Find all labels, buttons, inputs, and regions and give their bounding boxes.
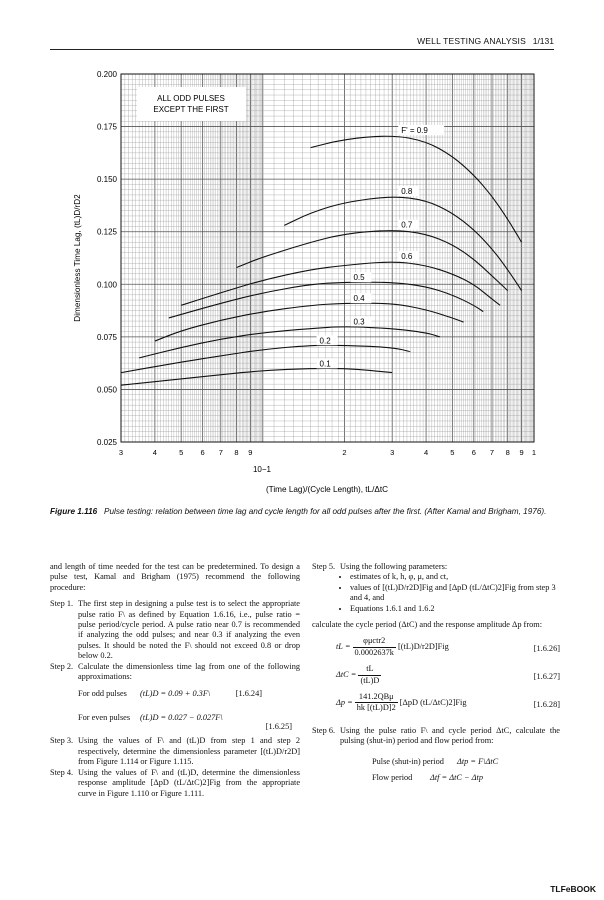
step-6: Step 6. Using the pulse ratio F\ and cycle period ΔtC, calculate the pulsing (shut-in) period and flow period from: xyxy=(312,725,560,746)
bullet-item: • values of [(tL)D/r2D]Fig and [ΔpD (tL/ΔtC)2]Fig from step 3 and 4, and xyxy=(350,583,560,604)
curve-label: 0.2 xyxy=(319,336,331,346)
equation-1-6-28: Δp = $\frac{\text{141.2QBμ}}{hk [(tL)D]2}$ [ΔpD (tL/ΔtC)2]Fig [1.6.28] xyxy=(336,692,560,713)
y-tick-label: 0.100 xyxy=(96,280,117,290)
step-1: Step 1. The first step in designing a pulse test is to select the appropriate pulse ratio F\ as defined by Equation 1.6.16, i.e., pulse ratio = pulse period/cycle period. A pulse ratio near 0.7 is recommended if analyzing the odd pulses; and near 0.3 if analyzing the even pulses. It should be noted the F\ should not exceed 0.8 or drop below 0.2. xyxy=(50,599,300,661)
equation-1-6-25: For even pulses (tL)D = 0.027 − 0.027F\ [1.6.25] xyxy=(78,713,292,732)
x-tick-label: 8 xyxy=(505,448,510,457)
x-tick-label: 8 xyxy=(234,448,239,457)
x-tick-label: 7 xyxy=(489,448,495,457)
curve-label: 0.3 xyxy=(353,317,365,327)
x-decade-label: 10−1 xyxy=(252,465,272,474)
x-tick-label: 9 xyxy=(248,448,253,457)
time-lag-chart xyxy=(0,60,604,500)
curve-label: 0.7 xyxy=(401,220,413,230)
x-tick-label: 4 xyxy=(423,448,429,457)
step-5: Step 5. Using the following parameters: xyxy=(312,562,448,571)
x-tick-label: 3 xyxy=(118,448,124,457)
y-tick-label: 0.150 xyxy=(96,175,117,185)
step-3: Step 3. Using the values of F\ and (tL)D from step 1 and step 2 respectively, determine the dimensionless parameter [(tL)D/r2D] from Figure 1.114 or Figure 1.115. xyxy=(50,736,300,767)
caption-text: Pulse testing: relation between time lag and cycle length for all odd pulses after the first. (After Kamal and Brigham, 1976). xyxy=(104,507,547,516)
page-number: 1/131 xyxy=(532,36,554,46)
header-title: WELL TESTING ANALYSIS xyxy=(417,36,526,46)
y-tick-label: 0.125 xyxy=(96,227,117,237)
y-tick-label: 0.075 xyxy=(96,332,117,342)
x-tick-label: 6 xyxy=(471,448,476,457)
y-tick-label: 0.200 xyxy=(96,70,117,79)
curve-label: 0.1 xyxy=(319,359,331,369)
x-tick-label: 6 xyxy=(200,448,205,457)
equation-1-6-26: tL = $\frac{\text{φμctr2}}{0.0002637k}$ [(tL)D/r2D]Fig [1.6.26] xyxy=(336,636,560,657)
y-axis-label: Dimensionless Time Lag, (tL)D/rD2 xyxy=(73,194,82,322)
pulse-period-equation: Pulse (shut-in) period Δtp = F\ΔtC xyxy=(372,756,499,766)
curve-label: F' = 0.9 xyxy=(401,125,428,135)
annotation-line-1: ALL ODD PULSES xyxy=(157,94,225,103)
y-tick-label: 0.050 xyxy=(96,385,117,395)
curve-label: 0.6 xyxy=(401,252,413,262)
x-tick-label: 4 xyxy=(152,448,157,457)
x-tick-label: 5 xyxy=(450,448,455,457)
intro-paragraph: and length of time needed for the test can be predetermined. To design a pulse test, Kamal and Brigham (1975) recommend the following procedure: xyxy=(50,562,300,592)
curve-label: 0.5 xyxy=(353,273,365,283)
x-tick-label: 3 xyxy=(390,448,395,457)
y-tick-label: 0.175 xyxy=(96,122,117,132)
step-4: Step 4. Using the values of F\ and (tL)D, determine the dimensionless response amplitude [ΔpD (tL/ΔtC)2]Fig from the appropriate curve in Figure 1.110 or Figure 1.111. xyxy=(50,767,300,798)
x-axis-label: (Time Lag)/(Cycle Length), tL/ΔtC xyxy=(265,485,389,494)
parameter-list xyxy=(312,572,560,614)
x-tick-label: 2 xyxy=(342,448,347,457)
x-tick-label: 1 xyxy=(531,448,537,457)
curve-label: 0.8 xyxy=(401,186,413,196)
figure-caption xyxy=(50,506,560,517)
footer-mark: TLFeBOOK xyxy=(550,884,596,894)
x-tick-label: 9 xyxy=(519,448,524,457)
y-tick-label: 0.025 xyxy=(96,438,117,447)
equation-1-6-27: ΔtC = $\frac{tL}{(tL)D}$ [1.6.27] xyxy=(336,664,560,685)
calc-paragraph: calculate the cycle period (ΔtC) and the response amplitude Δp from: xyxy=(312,620,542,630)
chart-ticks xyxy=(97,70,536,457)
bullet-item: • Equations 1.6.1 and 1.6.2 xyxy=(350,604,560,614)
annotation-box xyxy=(137,87,246,121)
left-column xyxy=(50,562,300,799)
header-rule xyxy=(50,49,554,50)
bullet-item: • estimates of k, h, φ, μ, and ct, xyxy=(350,572,560,582)
x-tick-label: 7 xyxy=(218,448,223,457)
x-tick-label: 5 xyxy=(179,448,184,457)
right-column xyxy=(312,562,560,784)
curve-line xyxy=(284,197,521,290)
caption-label: Figure 1.116 xyxy=(50,507,98,516)
running-header xyxy=(0,36,604,50)
annotation-line-2: EXCEPT THE FIRST xyxy=(153,105,229,114)
curve-label: 0.4 xyxy=(353,294,365,304)
equation-1-6-24: For odd pulses (tL)D = 0.09 + 0.3F\ [1.6.24] xyxy=(78,689,262,699)
flow-period-equation: Flow period Δtf = ΔtC − Δtp xyxy=(372,773,484,783)
step-2: Step 2. Calculate the dimensionless time lag from one of the following approximations: xyxy=(50,661,300,682)
